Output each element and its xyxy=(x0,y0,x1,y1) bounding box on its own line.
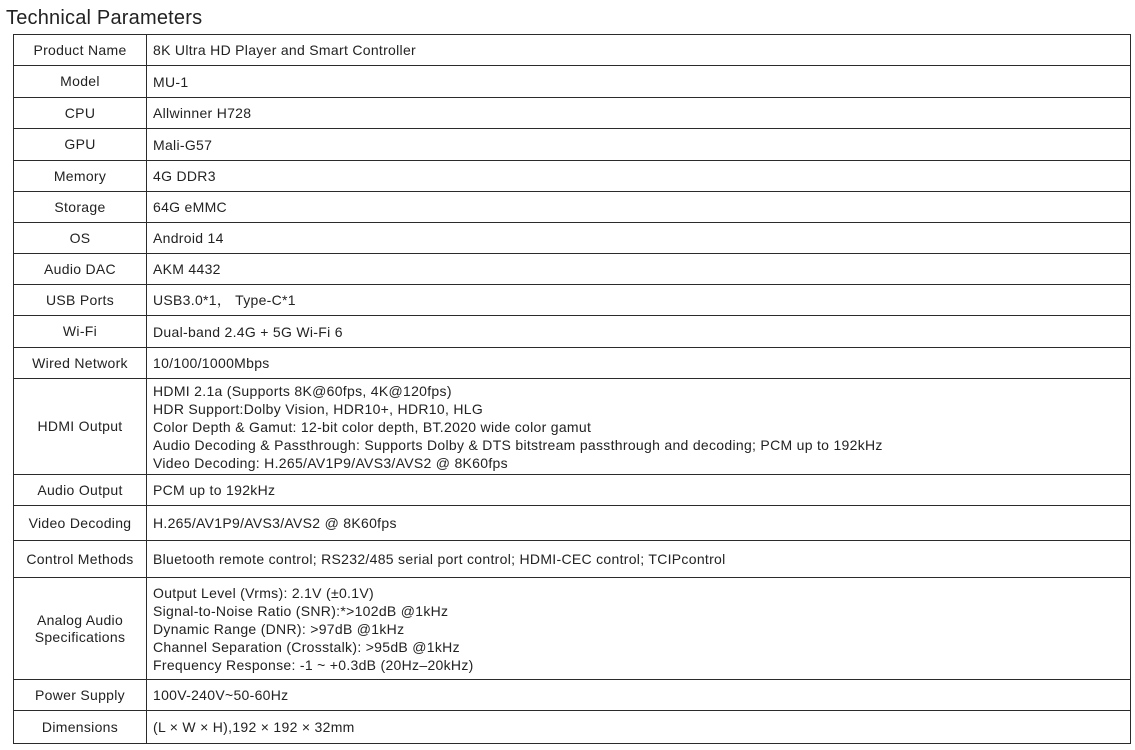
table-row xyxy=(14,98,1131,129)
row-value xyxy=(147,35,1131,66)
row-value xyxy=(147,541,1131,578)
row-label xyxy=(14,192,147,223)
row-value xyxy=(147,316,1131,348)
spec-table xyxy=(13,34,1131,744)
row-value xyxy=(147,348,1131,379)
row-label-text: GPU xyxy=(64,136,96,152)
table-row xyxy=(14,223,1131,254)
row-value-line: Video Decoding: H.265/AV1P9/AVS3/AVS2 @ 8K60fps xyxy=(153,454,508,471)
row-value-line: HDMI 2.1a (Supports 8K@60fps, 4K@120fps) xyxy=(153,382,452,399)
row-value xyxy=(147,98,1131,129)
row-value-text: Allwinner H728 xyxy=(153,105,252,121)
row-label-text: Wi-Fi xyxy=(62,323,98,339)
row-value xyxy=(147,66,1131,98)
row-value xyxy=(147,285,1131,316)
row-label xyxy=(14,129,147,161)
row-value-line: Dynamic Range (DNR): >97dB @1kHz xyxy=(153,620,405,637)
row-value-text: 100V-240V~50-60Hz xyxy=(153,687,289,703)
row-value xyxy=(147,578,1131,680)
row-value xyxy=(147,192,1131,223)
row-value-text: Dual-band 2.4G + 5G Wi-Fi 6 xyxy=(153,323,343,340)
row-value-line: Output Level (Vrms): 2.1V (±0.1V) xyxy=(153,584,374,601)
row-label xyxy=(14,35,147,66)
table-row xyxy=(14,379,1131,475)
row-value xyxy=(147,129,1131,161)
table-row xyxy=(14,680,1131,711)
row-value-text: 8K Ultra HD Player and Smart Controller xyxy=(153,42,417,58)
row-label-text: Storage xyxy=(54,198,106,215)
page-title: Technical Parameters xyxy=(6,7,203,29)
row-label-text: Analog Audio xyxy=(36,611,124,628)
row-label-text: Model xyxy=(60,73,100,89)
row-value-text: Mali-G57 xyxy=(153,136,213,153)
row-label-text: Wired Network xyxy=(32,354,128,371)
row-label-text: CPU xyxy=(64,104,96,121)
row-label xyxy=(14,161,147,192)
row-label xyxy=(14,98,147,129)
table-row xyxy=(14,35,1131,66)
table-row xyxy=(14,506,1131,541)
row-value-line: Audio Decoding & Passthrough: Supports Dolby & DTS bitstream passthrough and decoding; PCM up to 192kHz xyxy=(153,436,883,453)
row-value xyxy=(147,223,1131,254)
row-value-text: H.265/AV1P9/AVS3/AVS2 @ 8K60fps xyxy=(153,515,397,531)
row-label-text: Power Supply xyxy=(35,686,125,703)
row-label xyxy=(14,254,147,285)
row-value-text: 4G DDR3 xyxy=(153,168,216,184)
row-label xyxy=(14,316,147,348)
table-row xyxy=(14,711,1131,744)
row-value xyxy=(147,506,1131,541)
row-label xyxy=(14,223,147,254)
row-label-text: HDMI Output xyxy=(37,418,123,434)
table-row xyxy=(14,348,1131,379)
row-value xyxy=(147,680,1131,711)
row-label-text: Video Decoding xyxy=(28,514,132,531)
row-value-text: Bluetooth remote control; RS232/485 serial port control; HDMI-CEC control; TCIPcontrol xyxy=(153,551,726,567)
row-label xyxy=(14,379,147,475)
table-row xyxy=(14,161,1131,192)
row-value-line: Channel Separation (Crosstalk): >95dB @1kHz xyxy=(153,638,460,655)
row-value-text: 64G eMMC xyxy=(153,199,227,215)
row-label xyxy=(14,285,147,316)
row-value-text: AKM 4432 xyxy=(153,261,221,277)
row-value-line: Frequency Response: -1 ~ +0.3dB (20Hz–20kHz) xyxy=(153,656,474,673)
row-value-text: Android 14 xyxy=(153,230,224,246)
row-value-text: PCM up to 192kHz xyxy=(153,482,276,498)
row-label-text: Dimensions xyxy=(41,718,119,735)
row-label xyxy=(14,578,147,680)
row-label-text: Product Name xyxy=(33,41,127,58)
row-value xyxy=(147,254,1131,285)
table-row xyxy=(14,316,1131,348)
row-label-text: Control Methods xyxy=(26,550,134,567)
row-value-line: HDR Support:Dolby Vision, HDR10+, HDR10, HLG xyxy=(153,400,484,417)
row-value-text: 10/100/1000Mbps xyxy=(153,355,270,371)
row-label xyxy=(14,348,147,379)
row-value-line: Color Depth & Gamut: 12-bit color depth, BT.2020 wide color gamut xyxy=(153,418,592,435)
row-value-text: USB3.0*1， Type-C*1 xyxy=(153,292,296,308)
row-value xyxy=(147,711,1131,744)
row-value-text: (L × W × H),192 × 192 × 32mm xyxy=(153,719,355,735)
row-value-line: Signal-to-Noise Ratio (SNR):*>102dB @1kHz xyxy=(153,602,449,619)
row-label-text: Specifications xyxy=(34,628,126,645)
row-label xyxy=(14,541,147,578)
row-label-text: USB Ports xyxy=(45,291,115,308)
table-row xyxy=(14,129,1131,161)
table-row xyxy=(14,66,1131,98)
row-label-text: OS xyxy=(69,229,91,246)
row-label xyxy=(14,66,147,98)
row-value xyxy=(147,161,1131,192)
row-value-text: MU-1 xyxy=(153,73,189,90)
table-row xyxy=(14,475,1131,506)
table-row xyxy=(14,285,1131,316)
row-label xyxy=(14,680,147,711)
row-label xyxy=(14,506,147,541)
table-row xyxy=(14,254,1131,285)
row-value xyxy=(147,475,1131,506)
row-label-text: Audio DAC xyxy=(44,260,116,277)
table-row xyxy=(14,192,1131,223)
row-label-text: Memory xyxy=(53,167,107,184)
table-row xyxy=(14,578,1131,680)
table-row xyxy=(14,541,1131,578)
row-label xyxy=(14,711,147,744)
row-label xyxy=(14,475,147,506)
row-value xyxy=(147,379,1131,475)
row-label-text: Audio Output xyxy=(37,481,123,498)
